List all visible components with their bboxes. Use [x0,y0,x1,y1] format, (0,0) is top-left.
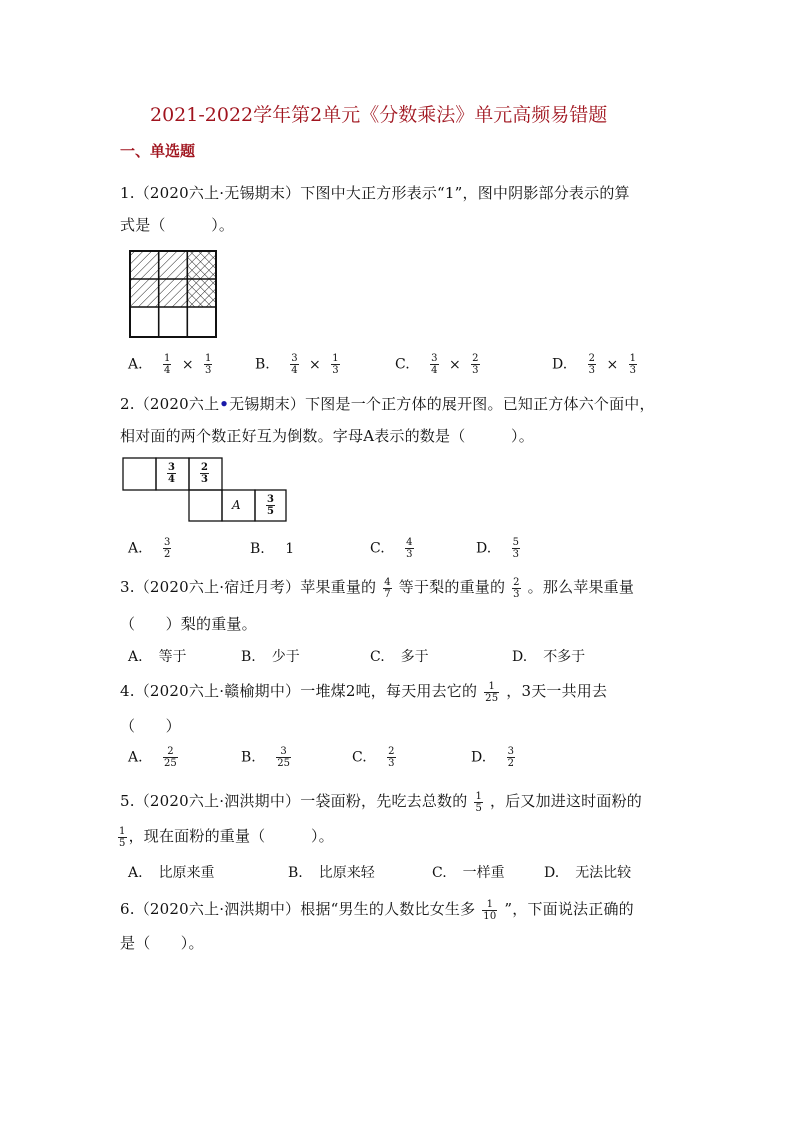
q3-text-c: 。那么苹果重量 [527,578,635,596]
q1-line1: 1.（2020六上·无锡期末）下图中大正方形表示“1”，图中阴影部分表示的算 [120,184,630,202]
q2-option-c[interactable] [370,537,416,560]
q5-line2 [116,825,334,849]
option-text: 比原来重 [158,865,215,881]
fraction: $\frac{2}{3}$ [472,353,479,376]
fraction: $\frac{1}{3}$ [205,353,212,376]
option-label: C. [352,749,367,766]
fraction: $\frac{2}{3}$ [513,576,520,600]
option-label: D. [544,865,560,881]
option-text: 等于 [158,649,187,665]
fraction: $\frac{5}{3}$ [512,537,520,560]
q4-option-c[interactable] [352,746,398,769]
option-label: D. [471,749,487,766]
q3-option-b[interactable] [241,646,300,666]
times-sign: × [606,356,619,373]
q6-text-b: ”，下面说法正确的 [504,900,634,918]
q5-option-c[interactable] [432,862,505,882]
q1-grid-figure [128,249,218,339]
q2-line1 [120,393,655,414]
q5-option-b[interactable] [288,862,375,882]
fraction: $\frac{4}{3}$ [406,537,413,560]
option-label: D. [512,649,528,665]
q1-option-c[interactable] [395,353,482,376]
q4-text-a: 4.（2020六上·赣榆期中）一堆煤2吨，每天用去它的 [120,682,478,700]
fraction: $\frac{1}{4}$ [164,353,171,376]
fraction: $\frac{1}{3}$ [332,353,339,376]
fraction: $\frac{1}{5}$ [119,825,126,849]
fraction: $\frac{2}{25}$ [164,746,177,769]
option-text: 1 [285,541,295,557]
fraction: $\frac{3}{25}$ [277,746,290,769]
option-label: C. [432,865,447,881]
q3-option-d[interactable] [512,646,585,666]
fraction: $\frac{4}{7}$ [384,576,391,600]
q4-option-a[interactable] [128,746,180,769]
q6-line2: 是（ ）。 [120,934,204,952]
q5-line1 [120,790,642,814]
q4-text-b: ，3天一共用去 [506,682,608,700]
section-heading: 一、单选题 [120,142,196,160]
option-label: B. [241,649,256,665]
q2-line1-pre: 2.（2020六上 [120,395,220,413]
q4-option-d[interactable] [471,746,517,769]
q1-option-b[interactable] [255,353,342,376]
option-label: A. [128,356,143,373]
fraction: $\frac{1}{5}$ [475,790,482,814]
option-label: B. [255,356,270,373]
option-text: 比原来轻 [318,865,375,881]
option-text: 多于 [400,649,429,665]
net-fraction-1: 3 4 [168,462,175,485]
option-label: A. [128,540,143,557]
q5-text-c: ，现在面粉的重量（ ）。 [128,827,334,845]
q4-line2: （ ） [120,717,181,735]
times-sign: × [448,356,461,373]
fraction: $\frac{3}{4}$ [291,353,298,376]
q2-option-a[interactable] [128,537,173,560]
fraction: $\frac{2}{3}$ [588,353,596,376]
fraction: $\frac{1}{3}$ [629,353,637,376]
q5-option-a[interactable] [128,862,215,882]
q3-option-c[interactable] [370,646,429,666]
option-label: D. [476,540,492,557]
q5-text-a: 5.（2020六上·泗洪期中）一袋面粉，先吃去总数的 [120,792,468,810]
q6-line1 [120,898,634,922]
option-text: 不多于 [543,649,586,665]
option-label: C. [370,540,385,557]
option-label: B. [288,865,303,881]
fraction: $\frac{2}{3}$ [388,746,395,769]
fraction: $\frac{1}{25}$ [485,680,499,704]
option-label: A. [128,865,143,881]
q1-option-a[interactable] [128,353,214,376]
times-sign: × [309,356,321,373]
net-fraction-3: 3 5 [267,494,274,517]
option-text: 一样重 [462,865,505,881]
q5-option-d[interactable] [544,862,631,882]
q2-line2: 相对面的两个数正好互为倒数。字母A表示的数是（ ）。 [120,427,534,445]
net-letter-a: A [232,498,241,512]
q3-text-a: 3.（2020六上·宿迁月考）苹果重量的 [120,578,377,596]
fraction: $\frac{1}{10}$ [483,898,497,922]
option-label: A. [128,649,143,665]
q2-line1-post: 无锡期末）下图是一个正方体的展开图。已知正方体六个面中， [229,395,655,413]
fraction: $\frac{3}{2}$ [164,537,171,560]
option-label: C. [395,356,410,373]
option-label: C. [370,649,385,665]
option-label: B. [250,541,265,557]
fraction: $\frac{3}{4}$ [431,353,438,376]
q1-line2: 式是（ ）。 [120,216,235,234]
q2-option-b[interactable] [250,541,294,557]
option-label: D. [552,356,568,373]
option-label: A. [128,749,143,766]
q3-line2: （ ）梨的重量。 [120,615,257,633]
option-text: 少于 [271,649,300,665]
times-sign: × [181,356,194,373]
net-fraction-2: 2 3 [201,462,208,485]
q1-option-d[interactable] [552,353,639,376]
q6-text-a: 6.（2020六上·泗洪期中）根据“男生的人数比女生多 [120,900,476,918]
q2-dot: • [219,395,230,413]
q2-option-d[interactable] [476,537,522,560]
q3-text-b: 等于梨的重量的 [398,578,506,596]
option-label: B. [241,749,256,766]
q5-text-b: ，后又加进这时面粉的 [489,792,642,810]
option-text: 无法比较 [575,865,632,881]
q4-line1 [120,680,607,704]
fraction: $\frac{3}{2}$ [507,746,515,769]
page-title: 2021-2022学年第2单元《分数乘法》单元高频易错题 [150,104,608,126]
q4-option-b[interactable] [241,746,293,769]
q3-line1 [120,576,634,600]
q3-option-a[interactable] [128,646,187,666]
